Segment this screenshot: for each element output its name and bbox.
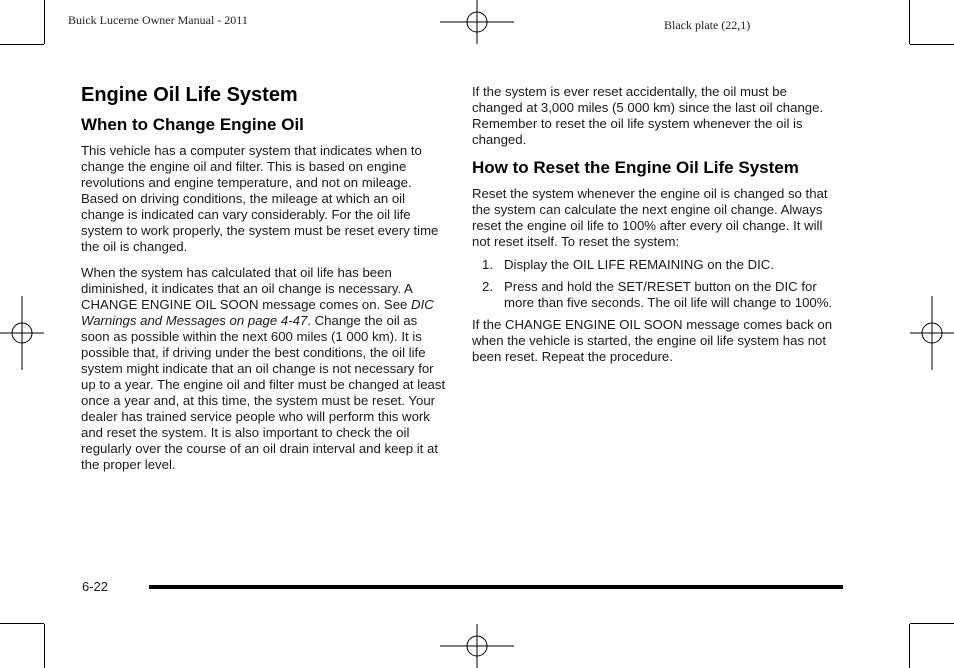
crop-mark	[0, 44, 44, 45]
paragraph: This vehicle has a computer system that indicates when to change the engine oil and filter. This is based on engine revolutions and engine temperature, and not on mileage. Based on driving conditions, the mileage at which an oil change is indicated can vary considerably. For the oil life system to work properly, the system must be reset every time the oil is changed.	[81, 143, 439, 254]
left-column	[81, 84, 447, 480]
crop-mark	[44, 624, 45, 668]
registration-mark-icon	[910, 296, 954, 370]
cross-reference-link[interactable]: DIC Warnings and Messages on page 4‑47	[81, 297, 434, 328]
crop-mark	[910, 44, 954, 45]
crop-mark	[44, 0, 45, 44]
list-item	[472, 279, 834, 311]
reset-steps-list	[472, 257, 834, 311]
registration-mark-icon	[440, 624, 514, 668]
paragraph: Reset the system whenever the engine oil is changed so that the system can calculate the next engine oil change. Always reset the engine oil life to 100% after every oil change. It will not reset itself. To reset the system:	[472, 186, 828, 249]
crop-mark	[909, 0, 910, 44]
page-number: 6-22	[82, 579, 109, 594]
paragraph: When the system has calculated that oil life has been diminished, it indicates that an oil change is necessary. A CHANGE ENGINE OIL SOON message comes on. See DIC Warnings and Messages on page 4‑47. Change the oil as soon as possible within the next 600 miles (1 000 km). It is possible that, if driving under the best conditions, the oil life system might indicate that an oil change is not necessary for up to a year. The engine oil and filter must be changed at least once a year and, at this time, the system must be reset. Your dealer has trained service people who will perform this work and reset the system. It is also important to check the oil regularly over the course of an oil drain interval and keep it at the proper level.	[81, 265, 446, 472]
footer-rule	[149, 585, 843, 589]
header-plate-info: Black plate (22,1)	[664, 18, 751, 32]
section-heading-how-to-reset: How to Reset the Engine Oil Life System	[472, 158, 799, 177]
right-column	[472, 84, 834, 372]
paragraph: If the CHANGE ENGINE OIL SOON message comes back on when the vehicle is started, the engine oil life system has not been reset. Repeat the procedure.	[472, 317, 833, 364]
paragraph: If the system is ever reset accidentally, the oil must be changed at 3,000 miles (5 000 km) since the last oil change. Remember to reset the oil life system whenever the oil is changed.	[472, 84, 824, 147]
step-text: Display the OIL LIFE REMAINING on the DIC.	[504, 257, 774, 272]
header-manual-title: Buick Lucerne Owner Manual - 2011	[68, 13, 248, 27]
registration-mark-icon	[440, 0, 514, 44]
step-text: Press and hold the SET/RESET button on the DIC for more than five seconds. The oil life will change to 100%.	[504, 279, 833, 310]
section-heading-when-to-change: When to Change Engine Oil	[81, 115, 304, 134]
crop-mark	[0, 623, 44, 624]
step-number: 2.	[482, 279, 493, 294]
crop-mark	[910, 623, 954, 624]
registration-mark-icon	[0, 296, 44, 370]
crop-mark	[909, 624, 910, 668]
list-item	[472, 257, 834, 273]
step-number: 1.	[482, 257, 493, 272]
page-title: Engine Oil Life System	[81, 84, 298, 106]
